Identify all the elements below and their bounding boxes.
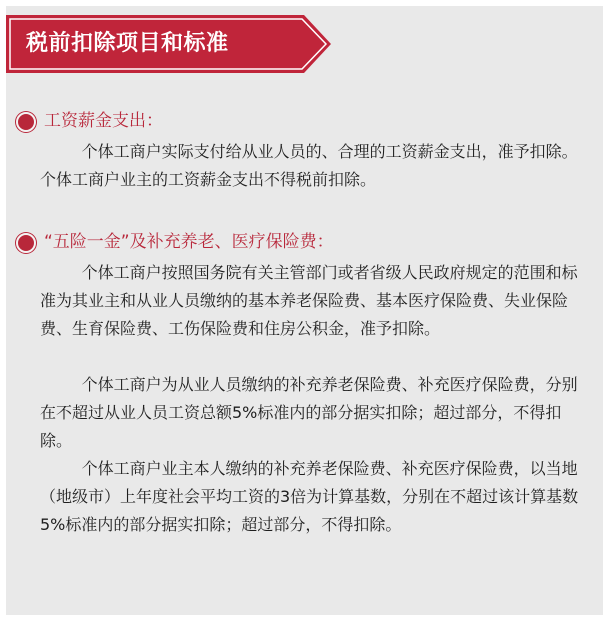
section-paragraph: 个体工商户实际支付给从业人员的、合理的工资薪金支出，准予扣除。个体工商户业主的工资薪金支出不得税前扣除。: [40, 142, 578, 189]
bullet-icon: [16, 233, 36, 253]
section-paragraph: 个体工商户业主本人缴纳的补充养老保险费、补充医疗保险费，以当地（地级市）上年度社会平均工资的3倍为计算基数，分别在不超过该计算基数5%标准内的部分据实扣除；超过部分，不得扣除。: [40, 459, 579, 534]
bullet-icon: [16, 112, 36, 132]
section-paragraph: 个体工商户按照国务院有关主管部门或者省级人民政府规定的范围和标准为其业主和从业人员缴纳的基本养老保险费、基本医疗保险费、失业保险费、生育保险费、工伤保险费和住房公积金，准予扣除。: [40, 263, 578, 338]
section-heading: 工资薪金支出：: [44, 111, 163, 131]
page-title: 税前扣除项目和标准: [26, 31, 229, 56]
title-banner: [6, 15, 331, 73]
section-paragraph: 个体工商户为从业人员缴纳的补充养老保险费、补充医疗保险费，分别在不超过从业人员工资总额5%标准内的部分据实扣除；超过部分，不得扣除。: [40, 375, 578, 450]
section-heading: “五险一金”及补充养老、医疗保险费：: [44, 232, 334, 252]
